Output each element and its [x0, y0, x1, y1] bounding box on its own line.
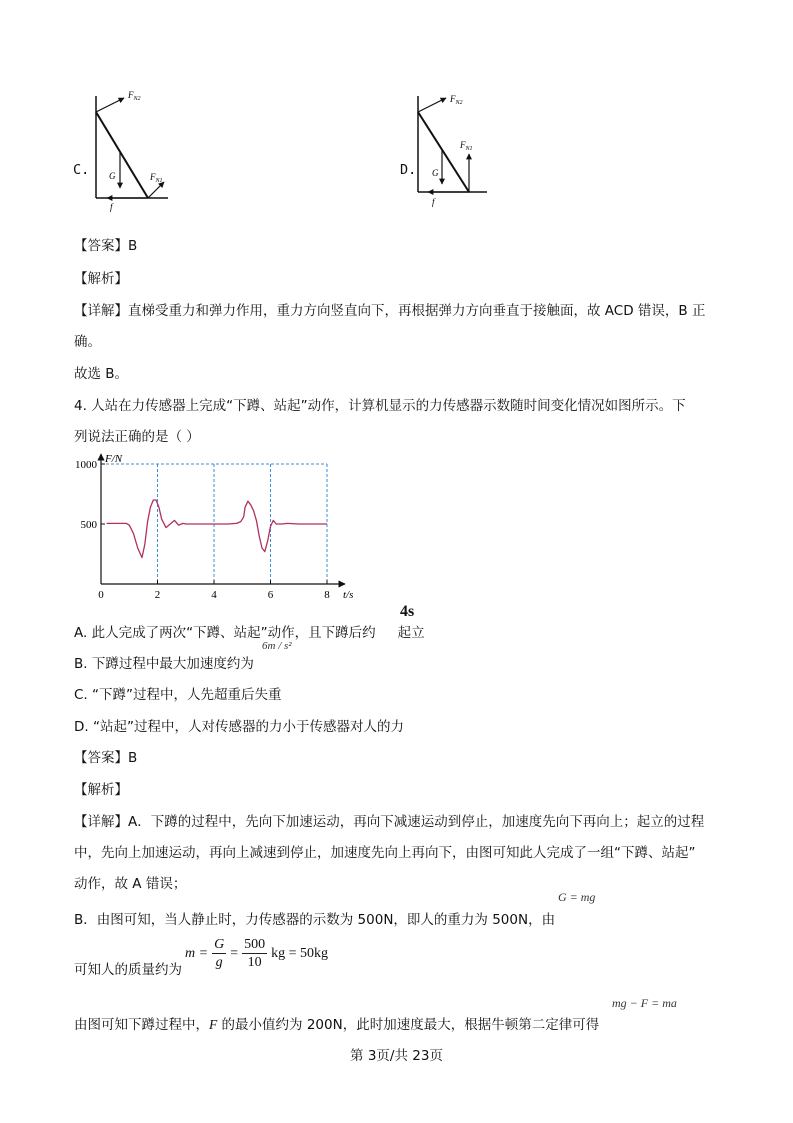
svg-text:G: G [109, 171, 116, 181]
fn1-arrow [148, 182, 164, 198]
q4-detail-a1: 【详解】A．下蹲的过程中，先向下加速运动，再向下减速运动到停止，加速度先向下再向上；起立的过程 [74, 814, 705, 830]
force-time-chart [64, 450, 364, 600]
q4-analysis-heading: 【解析】 [74, 782, 128, 798]
q4-detail-a2: 中，先向上加速运动，再向上减速到停止，加速度先向上再向下，由图可知此人完成了一组“下蹲、站起” [74, 845, 696, 861]
ladder [418, 112, 469, 192]
formula-newton-second-law: mg − F = ma [612, 996, 677, 1010]
q4-stem-line1: 4. 人站在力传感器上完成“下蹲、站起”动作，计算机显示的力传感器示数随时间变化情况如图所示。下 [74, 398, 686, 414]
svg-text:FN2: $F_{N2}$ [450, 94, 463, 106]
svg-text:FN1: $F_{N1}$ [460, 140, 473, 152]
svg-text:FN2: $F_{N2}$ [128, 90, 141, 102]
option-a-tail: 起立 [397, 625, 425, 641]
x-tick-label-2: 2 [154, 589, 161, 600]
option-a-image-text: 4s [400, 603, 415, 620]
x-tick-label-0: 0 [98, 589, 104, 600]
q4-mass-prefix: 可知人的质量约为 [74, 962, 182, 978]
option-d-label: D. [400, 162, 417, 178]
option-d[interactable]: D. “站起”过程中，人对传感器的力小于传感器对人的力 [74, 719, 404, 735]
option-a-text: A. 此人完成了两次“下蹲、站起”动作，且下蹲后约 [74, 625, 376, 641]
x-axis-label: t/s [343, 589, 354, 600]
svg-text:G: G [432, 168, 439, 178]
option-a[interactable] [74, 623, 425, 643]
page-footer: 第 3页/共 23页 [350, 1048, 443, 1064]
q3-answer: 【答案】B [74, 238, 138, 254]
x-tick-label-8: 8 [324, 589, 330, 600]
ladder [96, 112, 148, 198]
svg-text:FN1: $F_{N1}$ [150, 172, 163, 184]
q4-answer: 【答案】B [74, 750, 138, 766]
formula-mass: m = $\frac{G}{g}$ = $\frac{500}{10}$ kg = 50kg [185, 937, 328, 970]
option-c[interactable]: C. “下蹲”过程中，人先超重后失重 [74, 687, 282, 703]
option-b-image-text: 6m / s² [262, 640, 292, 652]
figure-c-ladder-forces [90, 88, 180, 213]
formula-g-mg: G = mg [558, 890, 596, 904]
x-tick-label-6: 6 [267, 589, 274, 600]
q3-analysis-heading: 【解析】 [74, 271, 128, 287]
q3-conclusion: 故选 B。 [74, 366, 129, 382]
y-tick-label-500: 500 [80, 519, 97, 531]
fn2-arrow [418, 98, 446, 112]
q4-stem-line2: 列说法正确的是（ ） [74, 429, 200, 445]
svg-text:f: f [110, 202, 113, 212]
q4-detail-a3: 动作，故 A 错误； [74, 876, 187, 892]
q3-detail-line1: 【详解】直梯受重力和弹力作用，重力方向竖直向下，再根据弹力方向垂直于接触面，故 ACD 错误，B 正 [74, 303, 706, 319]
q4-detail-b3: 由图可知下蹲过程中，F 的最小值约为 200N，此时加速度最大，根据牛顿第二定律可得 [74, 1017, 600, 1033]
y-axis-label: F/N [105, 453, 123, 465]
force-series-line-0 [107, 500, 327, 558]
q3-detail-line2: 确。 [74, 334, 101, 350]
q4-detail-b1: B．由图可知，当人静止时，力传感器的示数为 500N，即人的重力为 500N，由 [74, 912, 556, 928]
svg-text:f: f [432, 197, 435, 207]
fn2-arrow [96, 98, 124, 112]
option-c-label: C. [73, 162, 90, 178]
y-tick-label-1000: 1000 [75, 459, 97, 471]
option-b[interactable]: B. 下蹲过程中最大加速度约为 [74, 656, 254, 672]
figure-d-ladder-forces [412, 88, 507, 213]
x-tick-label-4: 4 [211, 589, 217, 600]
